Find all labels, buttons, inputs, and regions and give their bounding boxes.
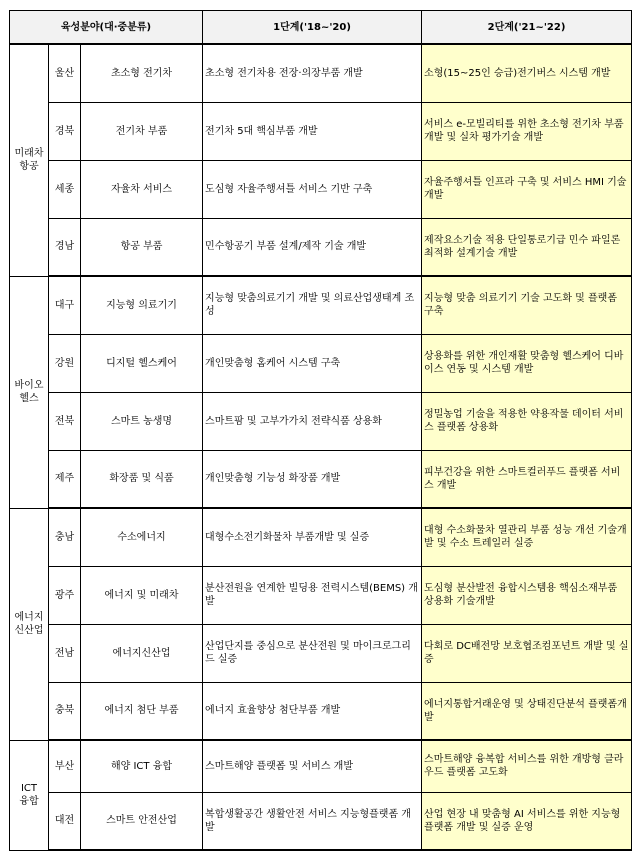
table-row xyxy=(10,276,632,334)
stage1-cell: 복합생활공간 생활안전 서비스 지능형플랫폼 개발 xyxy=(203,792,422,850)
region-cell: 대구 xyxy=(49,276,81,334)
category-label: 에너지 xyxy=(14,612,44,623)
field-cell: 초소형 전기차 xyxy=(81,44,203,102)
header-stage2: 2단계('21~'22) xyxy=(422,11,632,45)
table-row xyxy=(10,392,632,450)
table-row xyxy=(10,160,632,218)
stage1-cell: 대형수소전기화물차 부품개발 및 실증 xyxy=(203,508,422,566)
table-row xyxy=(10,682,632,740)
stage1-cell: 초소형 전기차용 전장·의장부품 개발 xyxy=(203,44,422,102)
field-cell: 스마트 안전산업 xyxy=(81,792,203,850)
stage2-cell: 산업 현장 내 맞춤형 AI 서비스를 위한 지능형 플랫폼 개발 및 실증 운영 xyxy=(422,792,632,850)
stage1-cell: 도심형 자율주행셔틀 서비스 기반 구축 xyxy=(203,160,422,218)
field-cell: 화장품 및 식품 xyxy=(81,450,203,508)
table-row xyxy=(10,334,632,392)
field-cell: 전기차 부품 xyxy=(81,102,203,160)
stage2-cell: 상용화를 위한 개인재활 맞춤형 헬스케어 디바이스 연동 및 시스템 개발 xyxy=(422,334,632,392)
category-cell xyxy=(10,276,49,508)
stage2-cell: 소형(15~25인 승급)전기버스 시스템 개발 xyxy=(422,44,632,102)
stage1-cell: 민수항공기 부품 설계/제작 기술 개발 xyxy=(203,218,422,276)
table-body xyxy=(10,44,632,850)
table-row xyxy=(10,102,632,160)
header-stage1: 1단계('18~'20) xyxy=(203,11,422,45)
region-cell: 대전 xyxy=(49,792,81,850)
region-cell: 충남 xyxy=(49,508,81,566)
stage2-cell: 정밀농업 기술을 적용한 약용작물 데이터 서비스 플랫폼 상용화 xyxy=(422,392,632,450)
field-cell: 디지털 헬스케어 xyxy=(81,334,203,392)
field-cell: 에너지 첨단 부품 xyxy=(81,682,203,740)
region-cell: 울산 xyxy=(49,44,81,102)
region-cell: 강원 xyxy=(49,334,81,392)
stage2-cell: 서비스 e-모빌리티를 위한 초소형 전기차 부품개발 및 실차 평가기술 개발 xyxy=(422,102,632,160)
region-cell: 세종 xyxy=(49,160,81,218)
region-cell: 광주 xyxy=(49,566,81,624)
stage2-cell: 대형 수소화물차 열관리 부품 성능 개선 기술개발 및 수소 트레일러 실증 xyxy=(422,508,632,566)
region-cell: 전남 xyxy=(49,624,81,682)
stage1-cell: 스마트해양 플랫폼 및 서비스 개발 xyxy=(203,740,422,792)
field-cell: 스마트 농생명 xyxy=(81,392,203,450)
region-cell: 경남 xyxy=(49,218,81,276)
table-row xyxy=(10,44,632,102)
stage2-cell: 피부건강을 위한 스마트컬러푸드 플랫폼 서비스 개발 xyxy=(422,450,632,508)
field-cell: 에너지 및 미래차 xyxy=(81,566,203,624)
field-cell: 수소에너지 xyxy=(81,508,203,566)
field-cell: 지능형 의료기기 xyxy=(81,276,203,334)
stage1-cell: 지능형 맞춤의료기기 개발 및 의료산업생태계 조성 xyxy=(203,276,422,334)
stage1-cell: 스마트팜 및 고부가가치 전략식품 상용화 xyxy=(203,392,422,450)
header-row xyxy=(10,11,632,45)
stage2-cell: 에너지통합거래운영 및 상태진단분석 플랫폼개발 xyxy=(422,682,632,740)
category-cell xyxy=(10,508,49,740)
category-label: 바이오 xyxy=(14,380,44,391)
table-row xyxy=(10,566,632,624)
stage2-cell: 제작요소기술 적용 단일통로기급 민수 파일론 최적화 설계기술 개발 xyxy=(422,218,632,276)
stage2-cell: 스마트해양 융복합 서비스를 위한 개방형 클라우드 플랫폼 고도화 xyxy=(422,740,632,792)
stage2-cell: 도심형 분산발전 융합시스템용 핵심소재부품 상용화 기술개발 xyxy=(422,566,632,624)
stage1-cell: 분산전원을 연계한 빌딩용 전력시스템(BEMS) 개발 xyxy=(203,566,422,624)
stage1-cell: 개인맞춤형 홈케어 시스템 구축 xyxy=(203,334,422,392)
regional-innovation-table xyxy=(9,10,632,851)
region-cell: 전북 xyxy=(49,392,81,450)
region-cell: 경북 xyxy=(49,102,81,160)
table-row xyxy=(10,624,632,682)
table-row xyxy=(10,740,632,792)
category-label: 미래차 xyxy=(14,148,44,160)
table-row xyxy=(10,450,632,508)
region-cell: 부산 xyxy=(49,740,81,792)
field-cell: 자율차 서비스 xyxy=(81,160,203,218)
stage1-cell: 개인맞춤형 기능성 화장품 개발 xyxy=(203,450,422,508)
stage2-cell: 지능형 맞춤 의료기기 기술 고도화 및 플랫폼 구축 xyxy=(422,276,632,334)
field-cell: 에너지신산업 xyxy=(81,624,203,682)
region-cell: 제주 xyxy=(49,450,81,508)
category-label: 헬스 xyxy=(19,393,39,404)
category-cell xyxy=(10,44,49,276)
category-label: 항공 xyxy=(19,161,39,173)
stage2-cell: 자율주행셔틀 인프라 구축 및 서비스 HMI 기술개발 xyxy=(422,160,632,218)
field-cell: 해양 ICT 융합 xyxy=(81,740,203,792)
category-label: 융합 xyxy=(19,796,39,807)
stage1-cell: 전기차 5대 핵심부품 개발 xyxy=(203,102,422,160)
category-label: ICT xyxy=(20,783,38,794)
field-cell: 항공 부품 xyxy=(81,218,203,276)
table-row xyxy=(10,508,632,566)
table-row xyxy=(10,792,632,850)
region-cell: 충북 xyxy=(49,682,81,740)
category-cell xyxy=(10,740,49,850)
stage1-cell: 산업단지를 중심으로 분산전원 및 마이크로그리드 실증 xyxy=(203,624,422,682)
stage2-cell: 다회로 DC배전망 보호협조컴포넌트 개발 및 실증 xyxy=(422,624,632,682)
category-label: 신산업 xyxy=(14,625,44,636)
header-field: 육성분야(대·중분류) xyxy=(10,11,203,45)
stage1-cell: 에너지 효율향상 첨단부품 개발 xyxy=(203,682,422,740)
table-row xyxy=(10,218,632,276)
